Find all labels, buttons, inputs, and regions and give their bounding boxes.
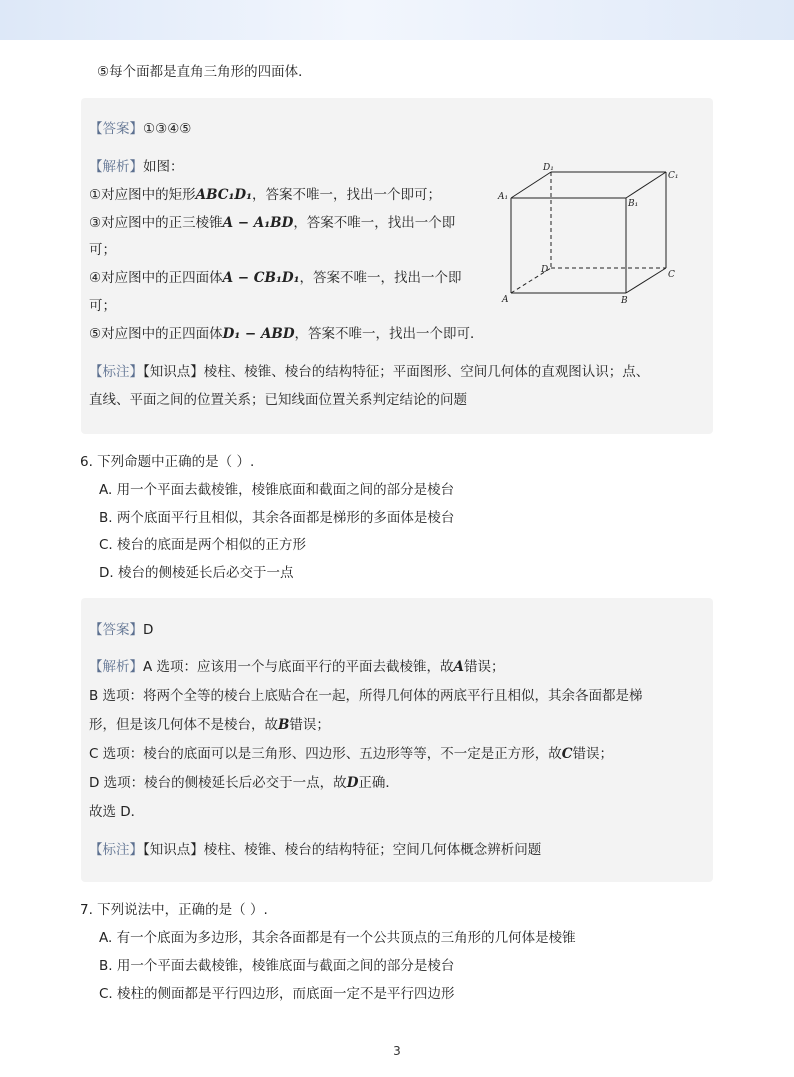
text: 错误； [464, 659, 505, 675]
note-line-2: 直线、平面之间的位置关系；已知线面位置关系判定结论的问题 [89, 392, 467, 408]
math: B [278, 717, 290, 733]
text: 错误； [572, 746, 613, 762]
q7-option-b: B. 用一个平面去截棱锥，棱锥底面与截面之间的部分是棱台 [99, 958, 455, 974]
analysis-line-4 [89, 744, 613, 764]
edge [626, 268, 666, 293]
label-B: B [621, 296, 628, 306]
q7-option-c: C. 棱柱的侧面都是平行四边形，而底面一定不是平行四边形 [99, 986, 455, 1002]
text: ③对应图中的正三棱锥 [89, 215, 223, 231]
text: C 选项：棱台的底面可以是三角形、四边形、五边形等等，不一定是正方形，故 [89, 746, 562, 762]
q7-option-a: A. 有一个底面为多边形，其余各面都是有一个公共顶点的三角形的几何体是棱锥 [99, 930, 576, 946]
label-B1: B₁ [628, 199, 639, 209]
label-C: C [668, 270, 675, 280]
analysis-line-5 [89, 773, 399, 793]
text: 错误； [289, 717, 330, 733]
cube-figure [496, 160, 686, 310]
text: A 选项：应该用一个与底面平行的平面去截棱锥，故 [143, 659, 454, 675]
analysis-intro-text: 如图： [143, 159, 184, 175]
analysis-line-1 [89, 657, 505, 677]
text: ⑤对应图中的正四面体 [89, 326, 223, 342]
math: ABC₁D₁ [195, 187, 253, 203]
q6-stem: 6. 下列命题中正确的是（ ）. [80, 454, 255, 470]
text: D 选项：棱台的侧棱延长后必交于一点，故 [89, 775, 347, 791]
label-D: D [541, 265, 549, 275]
text: ①对应图中的矩形 [89, 187, 196, 203]
q6-option-a: A. 用一个平面去截棱锥，棱锥底面和截面之间的部分是棱台 [99, 482, 455, 498]
analysis-line-2-cont: 可； [89, 242, 116, 258]
q6-option-c: C. 棱台的底面是两个相似的正方形 [99, 537, 307, 553]
analysis-line-3-cont: 可； [89, 298, 116, 314]
note-tag: 【标注】 [89, 364, 143, 380]
edge [626, 172, 666, 198]
math: D [346, 775, 359, 791]
analysis-line-4 [89, 324, 484, 344]
answer-value: ①③④⑤ [143, 121, 192, 137]
note-tag: 【标注】 [89, 842, 143, 858]
analysis-line-2: B 选项：将两个全等的棱台上底贴合在一起，所得几何体的两底平行且相似，其余各面都是梯 [89, 688, 643, 704]
text: ，答案不唯一，找出一个即 [293, 215, 456, 231]
note-text: 【知识点】棱柱、棱锥、棱台的结构特征；平面图形、空间几何体的直观图认识；点、 [143, 364, 650, 380]
note-line [89, 840, 541, 860]
note-text: 【知识点】棱柱、棱锥、棱台的结构特征；空间几何体概念辨析问题 [143, 842, 542, 858]
answer-line-q5 [89, 119, 191, 139]
math: C [561, 746, 573, 762]
analysis-line-2 [89, 213, 455, 233]
text: ，答案不唯一，找出一个即 [299, 270, 462, 286]
page-number: 3 [393, 1044, 401, 1058]
answer-line-q6 [89, 620, 153, 640]
analysis-line-3 [89, 715, 330, 735]
q7-stem: 7. 下列说法中，正确的是（ ）. [80, 902, 268, 918]
answer-tag: 【答案】 [89, 622, 143, 638]
text: ④对应图中的正四面体 [89, 270, 223, 286]
analysis-line-6: 故选 D． [89, 804, 145, 820]
q6-option-d: D. 棱台的侧棱延长后必交于一点 [99, 565, 294, 581]
math: D₁ − ABD [222, 326, 295, 342]
math: A − A₁BD [222, 215, 294, 231]
text: 正确． [358, 775, 399, 791]
analysis-tag: 【解析】 [89, 159, 143, 175]
math: A [453, 659, 465, 675]
header-band [0, 0, 794, 40]
label-A1: A₁ [498, 192, 509, 202]
answer-value: D [143, 622, 154, 638]
analysis-line-3 [89, 268, 461, 288]
q6-option-b: B. 两个底面平行且相似，其余各面都是梯形的多面体是棱台 [99, 510, 455, 526]
text: 形，但是该几何体不是棱台，故 [89, 717, 278, 733]
answer-tag: 【答案】 [89, 121, 143, 137]
analysis-intro [89, 157, 184, 177]
label-C1: C₁ [668, 171, 679, 181]
edge [511, 172, 551, 198]
math: A − CB₁D₁ [222, 270, 300, 286]
analysis-line-1 [89, 185, 441, 205]
q5-item-5: ⑤每个面都是直角三角形的四面体． [97, 64, 312, 80]
label-D1: D₁ [543, 163, 554, 173]
label-A: A [502, 295, 509, 305]
note-line-1 [89, 362, 649, 382]
analysis-tag: 【解析】 [89, 659, 143, 675]
text: ，答案不唯一，找出一个即可； [252, 187, 442, 203]
text: ，答案不唯一，找出一个即可． [294, 326, 484, 342]
